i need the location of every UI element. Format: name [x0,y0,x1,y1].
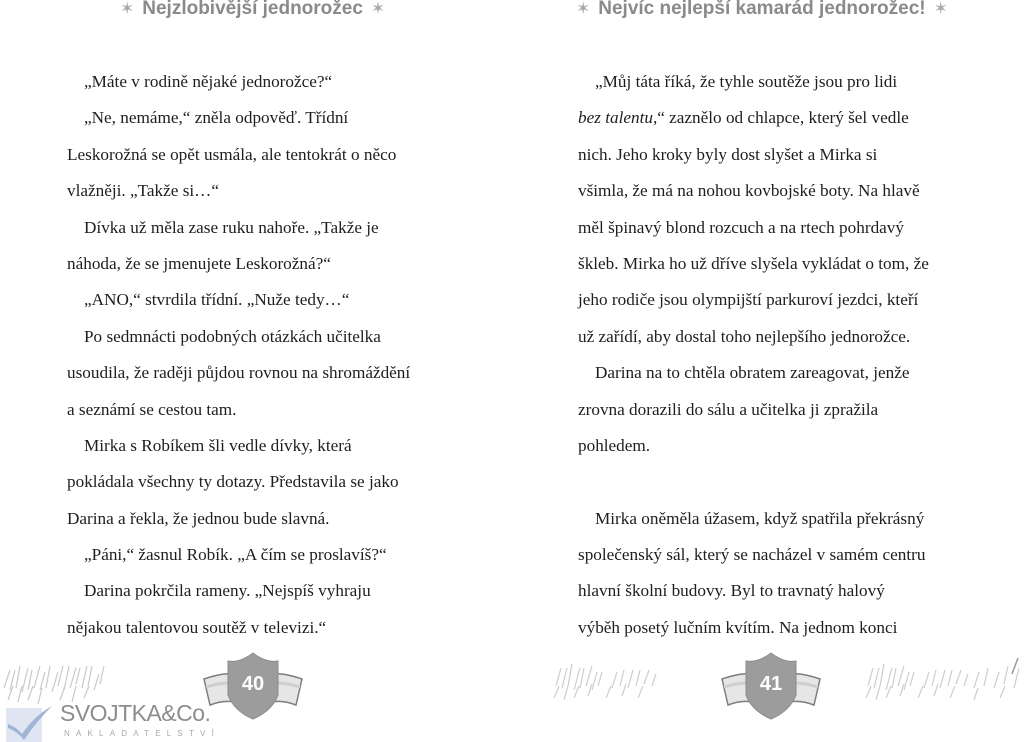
grass-decoration-icon [854,650,1024,714]
running-header [576,0,956,20]
text-line: výběh posetý lučním kvítím. Na jednom konci [578,617,898,637]
checkmark-icon [6,700,54,742]
text-line: už zařídí, aby dostal toho nejlepšího jednorožce. [578,326,911,346]
text-line: „Můj táta říká, že tyhle soutěže jsou pro lidi [595,72,898,91]
chapter-title: Nejvíc nejlepší kamarád jednorožec! [598,0,926,19]
page-number: 40 [241,673,265,695]
text-line: Darina pokrčila rameny. „Nejspíš vyhraju [84,581,371,601]
star-icon: ✶ [120,0,135,18]
grass-decoration-icon [542,652,672,712]
text-line: společenský sál, který se nacházel v samém centru [578,545,926,565]
page-number: 41 [759,673,783,695]
text-line: Darina na to chtěla obratem zareagovat, jenže [595,363,910,383]
page-body-text [67,64,467,646]
text-line: nich. Jeho kroky byly dost slyšet a Mirka si [578,144,878,164]
text-line: Leskorožná se opět usmála, ale tentokrát o něco [67,144,397,164]
text-line: „Ne, nemáme,“ zněla odpověď. Třídní [84,108,349,128]
text-line: Darina a řekla, že jednou bude slavná. [67,508,330,528]
text-line: „ANO,“ stvrdila třídní. „Nuže tedy…“ [84,290,350,310]
text-line: nějakou talentovou soutěž v televizi.“ [67,617,327,637]
page-number-badge [198,645,308,725]
text-line: bez talentu,“ zaznělo od chlapce, který šel vedle [578,108,909,128]
italic-phrase: bez talentu [578,108,653,128]
text-line: hlavní školní budovy. Byl to travnatý halový [578,581,885,601]
text-line: zrovna dorazili do sálu a učitelka ji zpražila [578,399,879,419]
page-number-badge [716,645,826,725]
chapter-title: Nejzlobivější jednorožec [142,0,363,19]
star-icon: ✶ [370,0,386,18]
text-line: vlažněji. „Takže si…“ [67,181,219,201]
star-icon: ✶ [933,0,948,18]
text-line: „Páni,“ žasnul Robík. „A čím se proslavíš?“ [84,545,387,565]
text-line: měl špinavý blond rozcuch a na rtech pohrdavý [578,217,904,237]
text-line: všimla, že má na nohou kovbojské boty. Na hlavě [578,181,920,201]
text-line: pohledem. [578,435,651,455]
running-header [112,0,393,20]
page-body-text [578,64,988,646]
publisher-subtitle: NAKLADATELSTVÍ [64,729,221,738]
publisher-logo [6,700,221,742]
section-break [578,464,988,500]
text-line: jeho rodiče jsou olympijští parkuroví jezdci, kteří [578,290,919,310]
grass-decoration-icon [0,648,120,708]
star-icon: ✶ [576,0,591,18]
publisher-name: SVOJTKA&Co. [60,700,211,726]
text-line: Po sedmnácti podobných otázkách učitelka [84,326,381,346]
text-line: náhoda, že se jmenujete Leskorožná?“ [67,253,331,273]
text-line: škleb. Mirka ho už dříve slyšela vykládat o tom, že [578,253,929,273]
text-line: pokládala všechny ty dotazy. Představila se jako [67,472,399,492]
text-line: „Máte v rodině nějaké jednorožce?“ [84,72,333,91]
text-line: Mirka s Robíkem šli vedle dívky, která [84,435,352,455]
right-page [512,0,1024,742]
text-line: usoudila, že raději půjdou rovnou na shromáždění [67,363,411,383]
text-line: Dívka už měla zase ruku nahoře. „Takže je [84,217,379,237]
text-line: Mirka oněměla úžasem, když spatřila překrásný [595,508,925,528]
text-line: a seznámí se cestou tam. [67,399,237,419]
